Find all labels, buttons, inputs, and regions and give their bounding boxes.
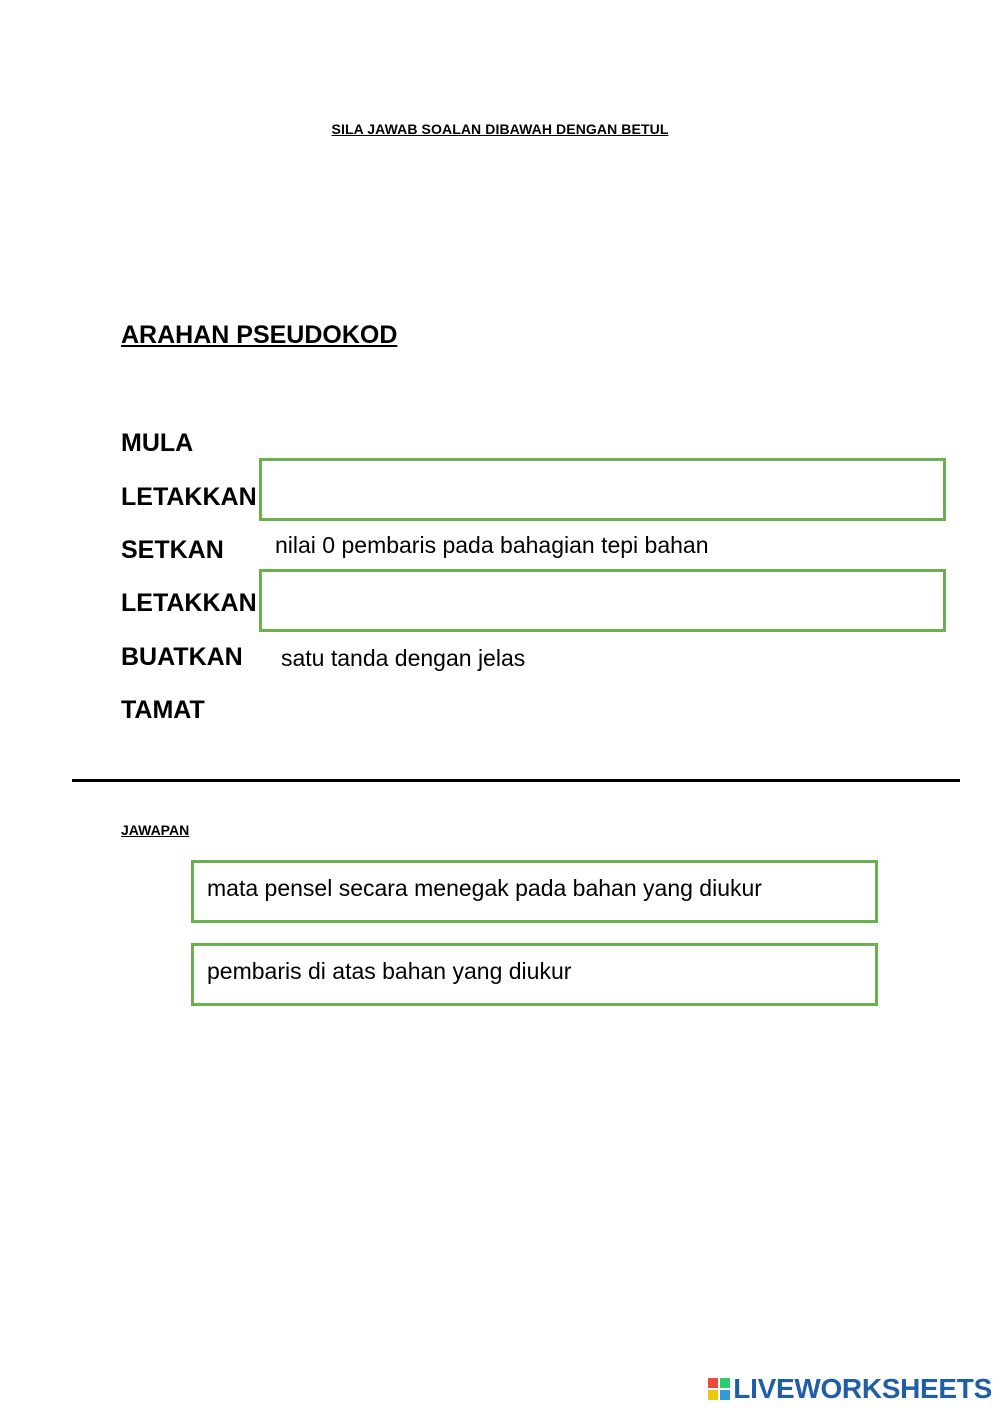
answer-option-2[interactable]: pembaris di atas bahan yang diukur (191, 943, 878, 1006)
section-title: ARAHAN PSEUDOKOD (121, 321, 398, 349)
step-keyword-letakkan-1: LETAKKAN (121, 483, 257, 511)
answer-option-1[interactable]: mata pensel secara menegak pada bahan yang diukur (191, 860, 878, 923)
step-keyword-tamat: TAMAT (121, 696, 205, 724)
brand-text: LIVEWORKSHEETS (733, 1373, 992, 1404)
drop-zone-2[interactable] (259, 569, 946, 632)
step-keyword-setkan: SETKAN (121, 536, 224, 564)
instruction-title: SILA JAWAB SOALAN DIBAWAH DENGAN BETUL (331, 121, 669, 137)
step-text-buatkan: satu tanda dengan jelas (281, 645, 526, 671)
step-text-setkan: nilai 0 pembaris pada bahagian tepi bahan (275, 532, 709, 558)
brand-mark-icon (708, 1378, 730, 1400)
step-keyword-mula: MULA (121, 429, 194, 457)
step-keyword-letakkan-2: LETAKKAN (121, 589, 257, 617)
step-keyword-buatkan: BUATKAN (121, 643, 243, 671)
divider (72, 779, 960, 782)
brand-logo (708, 1373, 992, 1405)
drop-zone-1[interactable] (259, 458, 946, 521)
answers-label: JAWAPAN (121, 822, 190, 838)
